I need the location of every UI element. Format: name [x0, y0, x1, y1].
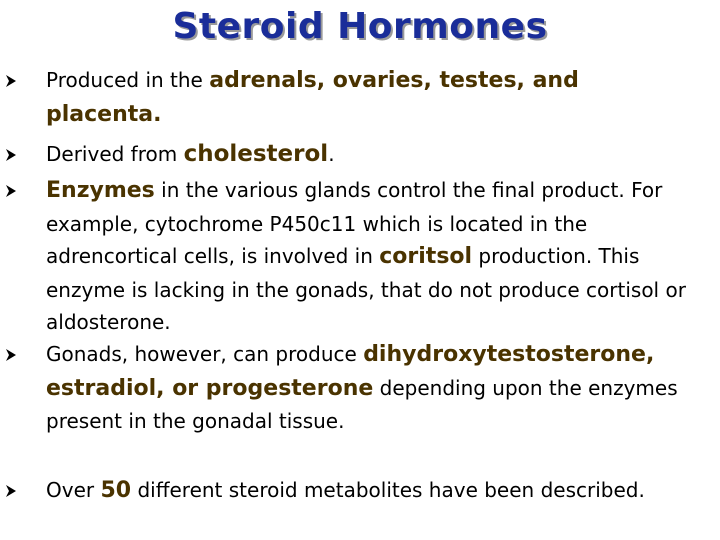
bullet-2-plain: Derived from [46, 142, 184, 166]
bullet-5-plain: Over [46, 478, 101, 502]
arrowhead-bullet-icon [5, 185, 17, 197]
arrowhead-bullet-icon [5, 485, 17, 497]
arrowhead-bullet-icon [5, 349, 17, 361]
bullet-3-highlight: Enzymes [46, 178, 155, 203]
bullet-text-5 [46, 474, 696, 508]
bullet-3-plain: in the various glands control the final product. For example, cytochrome P450c11 which is located in the adrencortical cells, is involved in [46, 178, 663, 269]
arrowhead-bullet-icon [5, 149, 17, 161]
bullet-4-plain: Gonads, however, can produce [46, 342, 364, 366]
slide-title: Steroid Hormones [172, 6, 548, 47]
bullet-text-4 [46, 338, 696, 438]
bullet-2-plain-end: . [328, 142, 335, 166]
arrowhead-bullet-icon [5, 75, 17, 87]
bullet-5-plain-end: different steroid metabolites have been described. [131, 478, 645, 502]
bullet-text-3 [46, 174, 696, 339]
bullet-2-highlight: cholesterol [183, 141, 329, 167]
bullet-5-highlight: 50 [100, 478, 132, 503]
bullet-text-1 [46, 64, 696, 131]
bullet-3-highlight-2: coritsol [379, 244, 473, 270]
bullet-text-2 [46, 138, 696, 171]
bullet-3-plain-end: production. This enzyme is lacking in the gonads, that do not produce cortisol or aldosterone. [46, 244, 686, 335]
bullet-1-highlight: adrenals, ovaries, testes, and placenta. [46, 68, 579, 127]
bullet-4-plain-end: depending upon the enzymes present in the gonadal tissue. [46, 375, 678, 434]
bullet-4-highlight: dihydroxytestosterone, estradiol, or progesterone [46, 342, 655, 401]
bullet-1-plain: Produced in the [46, 68, 210, 92]
